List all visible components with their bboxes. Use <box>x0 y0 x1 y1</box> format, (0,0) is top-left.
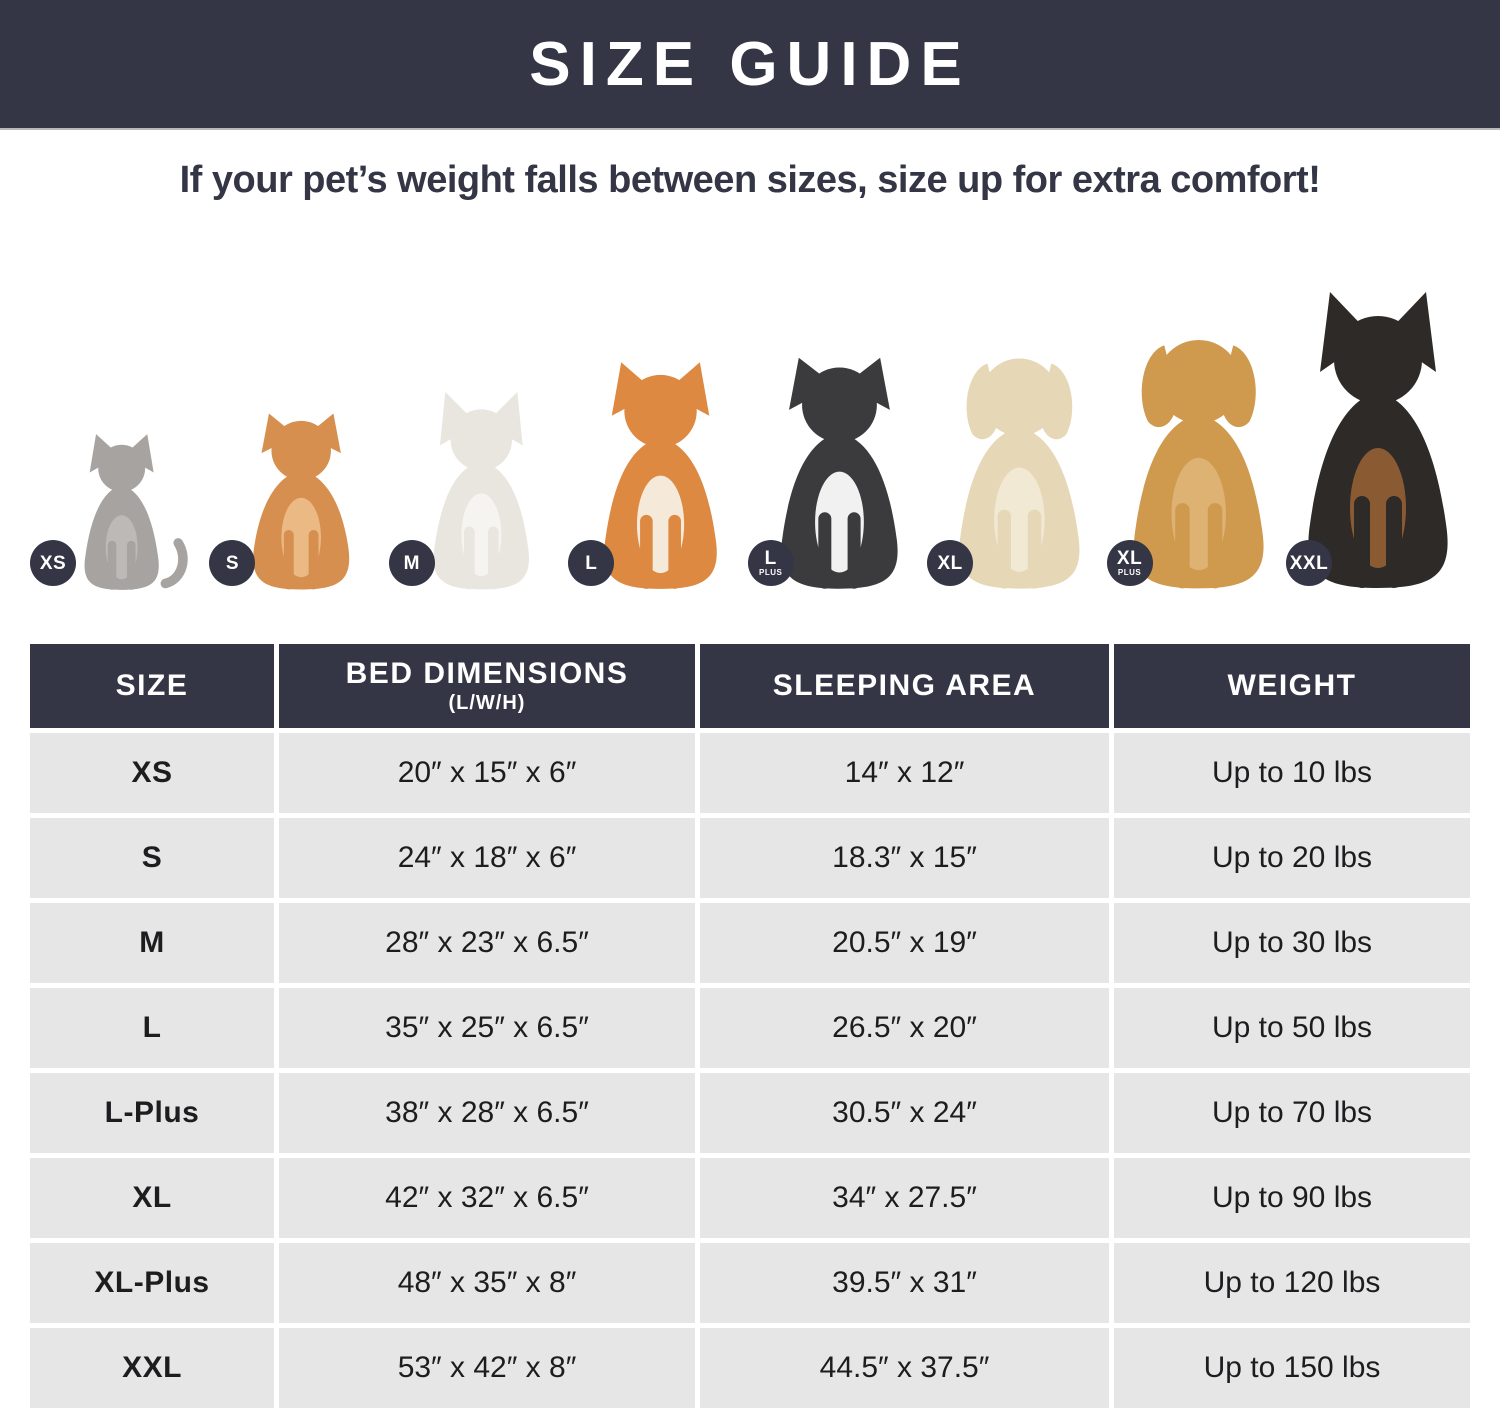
animal-labrador <box>933 340 1105 592</box>
cell-bed-dimensions: 20″ x 15″ x 6″ <box>279 733 695 813</box>
table-row-xs <box>30 733 1470 813</box>
animal-shiba-inu <box>574 356 746 592</box>
column-header-label: BED DIMENSIONS <box>345 657 629 690</box>
column-header-label: SLEEPING AREA <box>772 668 1037 702</box>
cell-bed-dimensions: 42″ x 32″ x 6.5″ <box>279 1158 695 1238</box>
size-badge-label: L <box>585 552 598 574</box>
column-header-size <box>30 644 274 728</box>
cell-size: XL-Plus <box>30 1243 274 1323</box>
cell-sleeping-area: 30.5″ x 24″ <box>700 1073 1109 1153</box>
cell-bed-dimensions: 24″ x 18″ x 6″ <box>279 818 695 898</box>
size-table <box>30 644 1470 1408</box>
cell-sleeping-area: 18.3″ x 15″ <box>700 818 1109 898</box>
cell-bed-dimensions: 28″ x 23″ x 6.5″ <box>279 903 695 983</box>
size-badge-xxl <box>1286 540 1332 586</box>
cell-weight: Up to 70 lbs <box>1114 1073 1470 1153</box>
size-badge-l <box>568 540 614 586</box>
cell-weight: Up to 50 lbs <box>1114 988 1470 1068</box>
size-badge-label: XL <box>937 552 963 574</box>
cell-bed-dimensions: 35″ x 25″ x 6.5″ <box>279 988 695 1068</box>
cell-weight: Up to 120 lbs <box>1114 1243 1470 1323</box>
column-header-bed-dimensions <box>279 644 695 728</box>
animal-doberman <box>1289 292 1464 592</box>
cell-weight: Up to 150 lbs <box>1114 1328 1470 1408</box>
cell-sleeping-area: 14″ x 12″ <box>700 733 1109 813</box>
column-header-sublabel: (L/W/H) <box>448 692 526 714</box>
size-badge-xl-plus <box>1107 540 1153 586</box>
size-guide-title: SIZE GUIDE <box>529 29 971 99</box>
table-header-row <box>30 644 1470 728</box>
cat-image <box>63 432 180 592</box>
cell-size: XXL <box>30 1328 274 1408</box>
cell-sleeping-area: 44.5″ x 37.5″ <box>700 1328 1109 1408</box>
table-row-l <box>30 988 1470 1068</box>
size-badge-label: XL <box>1116 548 1143 569</box>
size-guide-banner <box>0 0 1500 130</box>
table-row-xl-plus <box>30 1243 1470 1323</box>
animal-french-bulldog <box>395 392 567 592</box>
column-header-label: WEIGHT <box>1227 668 1357 702</box>
animal-golden-retriever <box>1113 320 1285 592</box>
column-header-sleeping-area <box>700 644 1109 728</box>
pet-size-lineup <box>36 230 1464 598</box>
size-badge-label: S <box>225 552 240 574</box>
size-badge-xs <box>30 540 76 586</box>
cell-weight: Up to 10 lbs <box>1114 733 1470 813</box>
cell-bed-dimensions: 48″ x 35″ x 8″ <box>279 1243 695 1323</box>
cell-bed-dimensions: 38″ x 28″ x 6.5″ <box>279 1073 695 1153</box>
cell-weight: Up to 90 lbs <box>1114 1158 1470 1238</box>
cell-weight: Up to 20 lbs <box>1114 818 1470 898</box>
cell-sleeping-area: 39.5″ x 31″ <box>700 1243 1109 1323</box>
size-badge-sublabel: PLUS <box>759 568 783 577</box>
animal-cat <box>36 432 208 592</box>
table-row-s <box>30 818 1470 898</box>
size-badge-l-plus <box>748 540 794 586</box>
size-badge-xl <box>927 540 973 586</box>
table-row-xxl <box>30 1328 1470 1408</box>
cell-weight: Up to 30 lbs <box>1114 903 1470 983</box>
size-up-note: If your pet’s weight falls between sizes, size up for extra comfort! <box>179 158 1321 201</box>
cell-size: XL <box>30 1158 274 1238</box>
cell-size: L-Plus <box>30 1073 274 1153</box>
size-badge-m <box>389 540 435 586</box>
table-row-m <box>30 903 1470 983</box>
animal-border-collie <box>754 348 926 592</box>
cell-sleeping-area: 34″ x 27.5″ <box>700 1158 1109 1238</box>
size-badge-label: XXL <box>1289 552 1329 574</box>
cell-size: L <box>30 988 274 1068</box>
size-badge-sublabel: PLUS <box>1117 568 1142 577</box>
size-badge-label: L <box>764 548 777 569</box>
subtitle-wrap <box>0 130 1500 230</box>
size-badge-label: M <box>403 552 420 574</box>
animal-pomeranian <box>215 406 387 592</box>
cell-size: M <box>30 903 274 983</box>
column-header-label: SIZE <box>115 668 189 702</box>
size-badge-label: XS <box>39 552 67 574</box>
cell-bed-dimensions: 53″ x 42″ x 8″ <box>279 1328 695 1408</box>
cell-sleeping-area: 20.5″ x 19″ <box>700 903 1109 983</box>
cell-sleeping-area: 26.5″ x 20″ <box>700 988 1109 1068</box>
table-row-l-plus <box>30 1073 1470 1153</box>
table-row-xl <box>30 1158 1470 1238</box>
cell-size: XS <box>30 733 274 813</box>
column-header-weight <box>1114 644 1470 728</box>
cell-size: S <box>30 818 274 898</box>
